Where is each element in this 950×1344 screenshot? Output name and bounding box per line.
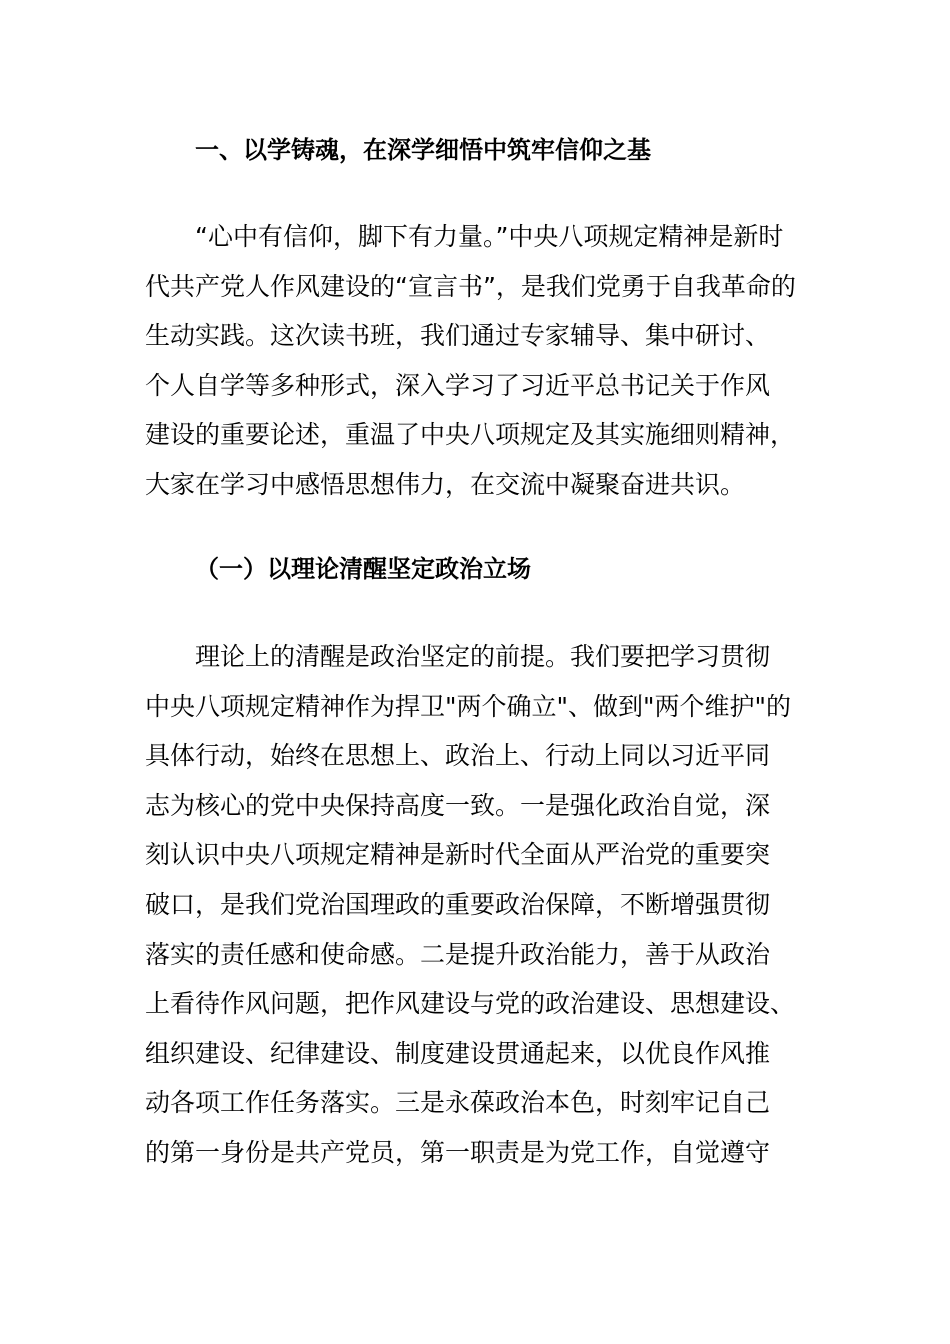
paragraph-line: 的第一身份是共产党员，第一职责是为党工作，自觉遵守 — [145, 1137, 771, 1167]
body-paragraph — [145, 632, 795, 1178]
paragraph-line: 大家在学习中感悟思想伟力，在交流中凝聚奋进共识。 — [145, 469, 746, 499]
intro-paragraph — [145, 212, 796, 510]
paragraph-line: 中央八项规定精神作为捍卫"两个确立"、做到"两个维护"的 — [145, 691, 791, 721]
section-heading: 一、以学铸魂，在深学细悟中筑牢信仰之基 — [195, 136, 651, 164]
paragraph-line: 生动实践。这次读书班，我们通过专家辅导、集中研讨、 — [145, 321, 771, 351]
paragraph-line: 上看待作风问题，把作风建设与党的政治建设、思想建设、 — [145, 989, 796, 1019]
paragraph-line: 刻认识中央八项规定精神是新时代全面从严治党的重要突 — [145, 840, 771, 870]
subsection-heading: （一）以理论清醒坚定政治立场 — [195, 555, 531, 583]
paragraph-line: 组织建设、纪律建设、制度建设贯通起来，以优良作风推 — [145, 1038, 771, 1068]
paragraph-line: 代共产党人作风建设的“宣言书”，是我们党勇于自我革命的 — [145, 271, 796, 301]
paragraph-line: 志为核心的党中央保持高度一致。一是强化政治自觉，深 — [145, 790, 771, 820]
paragraph-line: 落实的责任感和使命感。二是提升政治能力，善于从政治 — [145, 939, 771, 969]
paragraph-line: 个人自学等多种形式，深入学习了习近平总书记关于作风 — [145, 370, 771, 400]
paragraph-line: 破口，是我们党治国理政的重要政治保障，不断增强贯彻 — [145, 889, 771, 919]
paragraph-line: 建设的重要论述，重温了中央八项规定及其实施细则精神， — [145, 420, 796, 450]
paragraph-line: 动各项工作任务落实。三是永葆政治本色，时刻牢记自己 — [145, 1088, 771, 1118]
paragraph-line: 具体行动，始终在思想上、政治上、行动上同以习近平同 — [145, 741, 771, 771]
paragraph-line: “心中有信仰，脚下有力量。”中央八项规定精神是新时 — [195, 222, 784, 251]
paragraph-line: 理论上的清醒是政治坚定的前提。我们要把学习贯彻 — [195, 642, 771, 671]
